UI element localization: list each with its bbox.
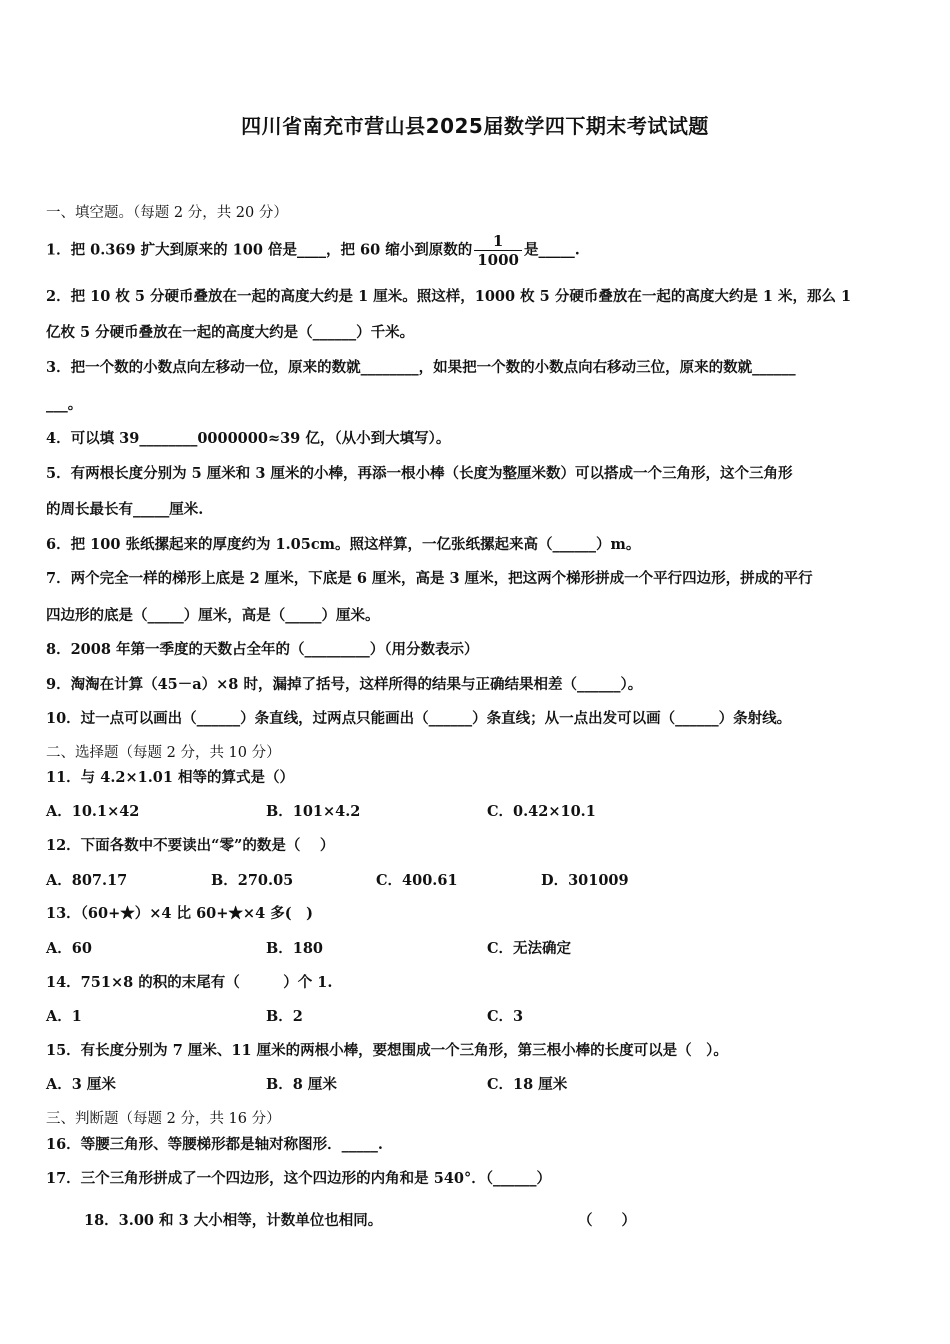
q13-option-c: C．无法确定 (487, 940, 572, 957)
q12-option-c: C．400.61 (376, 872, 458, 889)
question-16: 16．等腰三角形、等腰梯形都是轴对称图形．_____. (46, 1136, 383, 1153)
question-14: 14．751×8 的积的末尾有（ ）个 1. (46, 974, 333, 991)
q11-option-c: C．0.42×10.1 (487, 803, 596, 820)
q12-option-d: D．301009 (541, 872, 629, 889)
q1-fraction (474, 232, 522, 269)
question-18: 18．3.00 和 3 大小相等，计数单位也相同。 (84, 1212, 383, 1229)
q11-option-a: A．10.1×42 (46, 803, 140, 820)
question-7-line-1: 7．两个完全一样的梯形上底是 2 厘米，下底是 6 厘米，高是 3 厘米，把这两个梯形拼成一个平行四边形，拼成的平行 (46, 570, 813, 587)
question-11: 11．与 4.2×1.01 相等的算式是（） (46, 769, 294, 786)
q18-answer-blank: （ ） (578, 1212, 636, 1229)
question-2-line-2: 亿枚 5 分硬币叠放在一起的高度大约是（______）千米。 (46, 324, 415, 341)
q15-option-b: B．8 厘米 (266, 1076, 337, 1093)
question-4: 4．可以填 39________0000000≈39 亿，（从小到大填写）。 (46, 430, 451, 447)
question-3-line-2: ___。 (46, 396, 83, 413)
question-2-line-1: 2．把 10 枚 5 分硬币叠放在一起的高度大约是 1 厘米。照这样，1000 枚 5 分硬币叠放在一起的高度大约是 1 米，那么 1 (46, 288, 852, 305)
q1-denominator: 1000 (474, 250, 522, 269)
q14-option-b: B．2 (266, 1008, 303, 1025)
q1-text-end: 是_____. (523, 241, 580, 259)
page-title: 四川省南充市营山县2025届数学四下期末考试试题 (241, 114, 709, 138)
q14-option-a: A．1 (46, 1008, 82, 1025)
q1-text: 1．把 0.369 扩大到原来的 100 倍是____，把 60 缩小到原数的 (46, 241, 473, 259)
q12-option-b: B．270.05 (211, 872, 294, 889)
q12-option-a: A．807.17 (46, 872, 128, 889)
section-multiple-choice: 二、选择题（每题 2 分，共 10 分） (46, 745, 281, 761)
question-13: 13．（60+★）×4 比 60+★×4 多( ) (46, 905, 313, 922)
question-5-line-2: 的周长最长有_____厘米. (46, 501, 204, 518)
q13-option-b: B．180 (266, 940, 324, 957)
q1-numerator: 1 (492, 232, 504, 250)
q13-option-a: A．60 (46, 940, 92, 957)
q15-option-a: A．3 厘米 (46, 1076, 116, 1093)
q15-option-c: C．18 厘米 (487, 1076, 568, 1093)
question-7-line-2: 四边形的底是（_____）厘米，高是（_____）厘米。 (46, 607, 380, 624)
q11-option-b: B．101×4.2 (266, 803, 361, 820)
question-10: 10．过一点可以画出（______）条直线，过两点只能画出（______）条直线；从一点出发可以画（______）条射线。 (46, 710, 792, 727)
question-3-line-1: 3．把一个数的小数点向左移动一位，原来的数就________，如果把一个数的小数点向右移动三位，原来的数就______ (46, 359, 796, 376)
question-6: 6．把 100 张纸摞起来的厚度约为 1.05cm。照这样算，一亿张纸摞起来高（______）m。 (46, 536, 641, 553)
question-8: 8．2008 年第一季度的天数占全年的（_________）（用分数表示） (46, 641, 479, 658)
section-fill-in: 一、填空题。（每题 2 分，共 20 分） (46, 205, 288, 221)
question-15: 15．有长度分别为 7 厘米、11 厘米的两根小棒，要想围成一个三角形，第三根小棒的长度可以是（ ）。 (46, 1042, 728, 1059)
section-true-false: 三、判断题（每题 2 分，共 16 分） (46, 1111, 281, 1127)
question-5-line-1: 5．有两根长度分别为 5 厘米和 3 厘米的小棒，再添一根小棒（长度为整厘米数）可以搭成一个三角形，这个三角形 (46, 465, 793, 482)
question-1 (46, 232, 580, 269)
q14-option-c: C．3 (487, 1008, 524, 1025)
question-9: 9．淘淘在计算（45－a）×8 时，漏掉了括号，这样所得的结果与正确结果相差（______）。 (46, 676, 643, 693)
question-17: 17．三个三角形拼成了一个四边形，这个四边形的内角和是 540°．（______） (46, 1170, 551, 1187)
question-12: 12．下面各数中不要读出“零”的数是（ ） (46, 837, 335, 854)
